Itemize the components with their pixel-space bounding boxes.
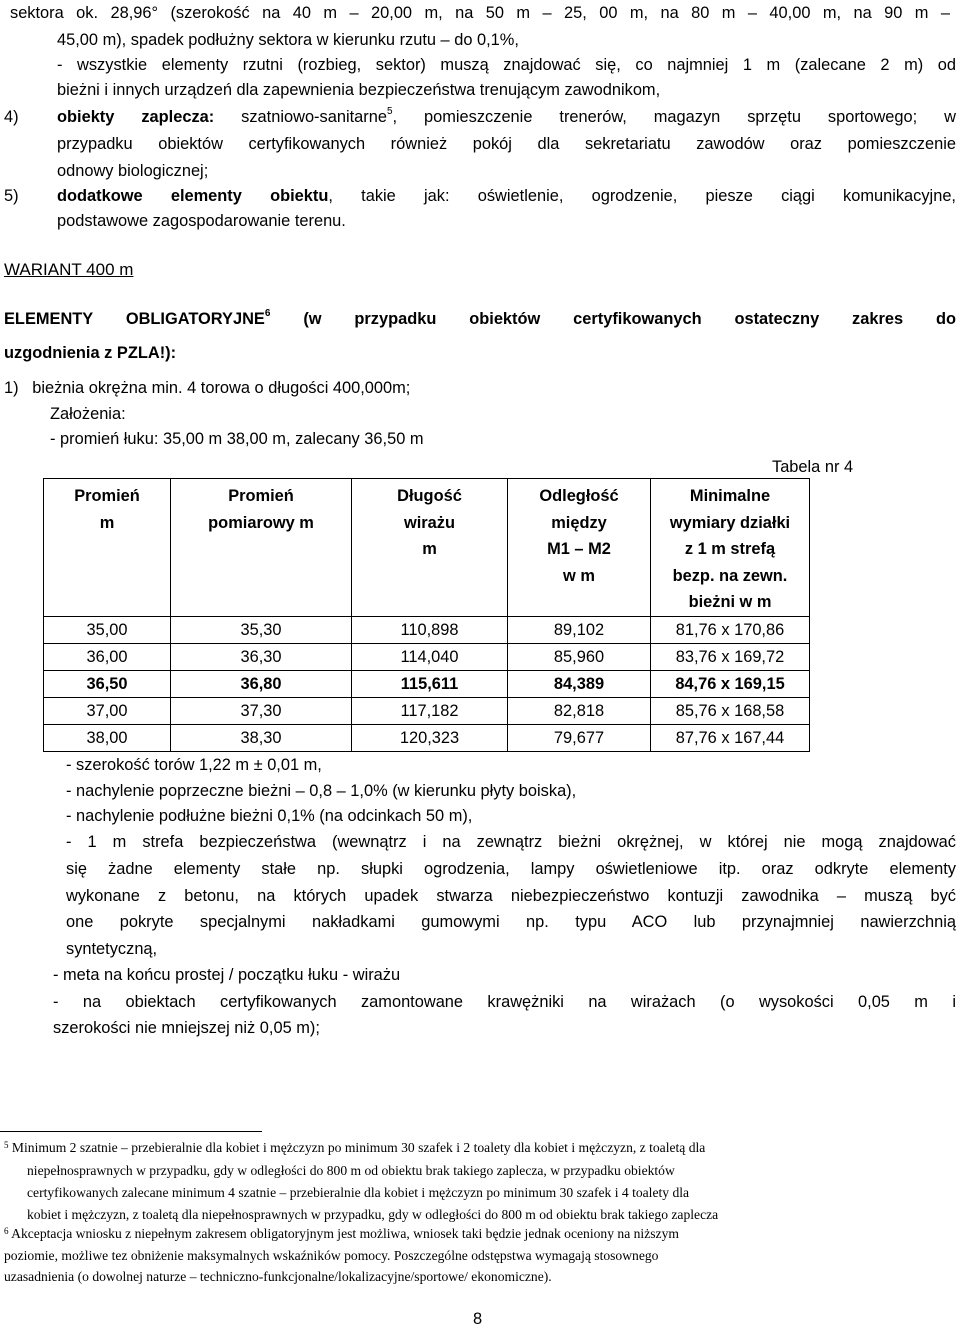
table-cell: 37,30 [171, 698, 352, 725]
table-row [44, 698, 810, 725]
spec-safety-zone-3: wykonane z betonu, na których upadek stwarza niebezpieczeństwo kontuzji zawodnika – muszą być [66, 887, 956, 905]
table-caption: Tabela nr 4 [772, 458, 854, 476]
table-cell: 83,76 x 169,72 [651, 644, 810, 671]
footnote-ref-6[interactable]: 6 [264, 308, 271, 319]
table-cell: 117,182 [352, 698, 508, 725]
table-cell: 85,76 x 168,58 [651, 698, 810, 725]
table-cell: 79,677 [508, 725, 651, 752]
item-4-number: 4) [4, 108, 19, 126]
footnote-6-number: 6 [4, 1226, 9, 1236]
variant-heading: WARIANT 400 m [4, 260, 134, 279]
col-header-radius: Promień m [44, 479, 171, 617]
table-cell: 84,389 [508, 671, 651, 698]
spec-long-slope: - nachylenie podłużne bieżni 0,1% (na odcinkach 50 m), [66, 807, 473, 825]
table-cell: 115,611 [352, 671, 508, 698]
table-cell: 35,00 [44, 617, 171, 644]
footnote-rule [0, 1131, 262, 1132]
item-5-text: , takie jak: oświetlenie, ogrodzenie, piesze ciągi komunikacyjne, [328, 187, 956, 205]
table-cell: 35,30 [171, 617, 352, 644]
spec-curbs-1: - na obiektach certyfikowanych zamontowane krawężniki na wirażach (o wysokości 0,05 m i [53, 993, 956, 1011]
spec-lane-width: - szerokość torów 1,22 m ± 0,01 m, [66, 756, 322, 774]
obligatory-note: (w przypadku obiektów certyfikowanych ostateczny zakres do [303, 310, 956, 328]
spec-safety-zone-2: się żadne elementy stałe np. słupki ogrodzenia, lampy oświetleniowe itp. oraz odkryte elementy [66, 860, 956, 878]
table-cell: 89,102 [508, 617, 651, 644]
table-cell: 38,30 [171, 725, 352, 752]
intro-line-3: - wszystkie elementy rzutni (rozbieg, sektor) muszą znajdować się, co najmniej 1 m (zalecane 2 m) od [57, 56, 956, 74]
footnote-6-line-3: uzasadnienia (o dowolnej naturze – techniczno-funkcjonalne/lokalizacyjne/sportowe/ ekonomiczne). [4, 1269, 552, 1284]
table-cell: 114,040 [352, 644, 508, 671]
footnote-6-line-2: poziomie, możliwe tez obniżenie maksymalnych wskaźników pomocy. Poszczególne odstępstwa wymagają stosownego [4, 1248, 659, 1263]
table-cell: 36,50 [44, 671, 171, 698]
item-4-line-1 [57, 107, 956, 127]
table-header-row [44, 479, 810, 617]
table-row [44, 725, 810, 752]
intro-line-4: bieżni i innych urządzeń dla zapewnienia bezpieczeństwa trenującym zawodnikom, [57, 81, 661, 99]
track-item-1: 1) bieżnia okrężna min. 4 torowa o długości 400,000m; [4, 379, 411, 397]
item-4-line-2: przypadku obiektów certyfikowanych również pokój dla sekretariatu zawodów oraz pomieszczenie [57, 135, 956, 153]
table-cell: 87,76 x 167,44 [651, 725, 810, 752]
spec-safety-zone-4: one pokryte specjalnymi nakładkami gumowymi np. typu ACO lub przynajmniej nawierzchnią [66, 913, 956, 931]
spec-finish-line: - meta na końcu prostej / początku łuku - wirażu [53, 966, 401, 984]
table-cell: 36,00 [44, 644, 171, 671]
spec-cross-slope: - nachylenie poprzeczne bieżni – 0,8 – 1,0% (w kierunku płyty boiska), [66, 782, 577, 800]
item-4-text-a: szatniowo-sanitarne [214, 108, 387, 126]
item-5-line-1 [57, 186, 956, 206]
item-4-line-3: odnowy biologicznej; [57, 162, 209, 180]
col-header-measured-radius: Promień pomiarowy m [171, 479, 352, 617]
item-4-label: obiekty zaplecza: [57, 108, 215, 126]
footnote-6-line-1: Akceptacja wniosku z niepełnym zakresem obligatoryjnym jest możliwa, wniosek taki będzie jednak oceniony na niższym [11, 1226, 679, 1241]
obligatory-title: ELEMENTY OBLIGATORYJNE [4, 310, 265, 328]
footnote-6 [4, 1226, 679, 1243]
curve-radius: - promień łuku: 35,00 m 38,00 m, zalecany 36,50 m [50, 430, 424, 448]
col-header-curve-length: Długość wirażu m [352, 479, 508, 617]
table-row-recommended [44, 671, 810, 698]
intro-line-2: 45,00 m), spadek podłużny sektora w kierunku rzutu – do 0,1%, [57, 31, 519, 49]
table-row [44, 644, 810, 671]
table-cell: 110,898 [352, 617, 508, 644]
table-cell: 36,30 [171, 644, 352, 671]
item-4-text-b: , pomieszczenie trenerów, magazyn sprzętu sportowego; w [392, 108, 956, 126]
item-5-line-2: podstawowe zagospodarowanie terenu. [57, 212, 346, 230]
footnote-5-line-2: niepełnosprawnych w przypadku, gdy w odległości do 800 m od obiektu brak takiego zaplecza, w przypadku obiektów [27, 1163, 675, 1178]
footnote-5-line-3: certyfikowanych zalecane minimum 4 szatnie – przebieralnie dla kobiet i mężczyzn po minimum 30 szafek i 4 toalety dla [27, 1185, 690, 1200]
table-cell: 81,76 x 170,86 [651, 617, 810, 644]
table-cell: 36,80 [171, 671, 352, 698]
table-cell: 82,818 [508, 698, 651, 725]
table-cell: 120,323 [352, 725, 508, 752]
footnote-5-number: 5 [4, 1140, 9, 1150]
assumptions-label: Założenia: [50, 405, 126, 423]
spec-curbs-2: szerokości nie mniejszej niż 0,05 m); [53, 1019, 320, 1037]
spec-safety-zone-1: - 1 m strefa bezpieczeństwa (wewnątrz i na zewnątrz bieżni okrężnej, w której nie mogą znajdować [66, 833, 956, 851]
footnote-5 [4, 1140, 705, 1157]
footnote-5-line-4: kobiet i mężczyzn, z toaletą dla niepełnosprawnych w przypadku, gdy w odległości do 800 m od obiektu brak takiego zaplecza [27, 1207, 719, 1222]
obligatory-line-1 [4, 309, 956, 329]
item-5-number: 5) [4, 187, 19, 205]
footnote-5-line-1: Minimum 2 szatnie – przebieralnie dla kobiet i mężczyzn po minimum 30 szafek i 2 toalety dla kobiet i mężczyzn, z toaletą dla [11, 1140, 706, 1155]
col-header-distance: Odległość między M1 – M2 w m [508, 479, 651, 617]
track-dimensions-table [43, 478, 810, 752]
spec-safety-zone-5: syntetyczną, [66, 940, 158, 958]
footnote-ref-5[interactable]: 5 [386, 106, 393, 117]
table-cell: 38,00 [44, 725, 171, 752]
item-5-label: dodatkowe elementy obiektu [57, 187, 329, 205]
intro-line-1: sektora ok. 28,96° (szerokość na 40 m – 20,00 m, na 50 m – 25, 00 m, na 80 m – 40,00 m, na 90 m – [10, 4, 950, 22]
table-row [44, 617, 810, 644]
obligatory-line-2: uzgodnienia z PZLA!): [4, 344, 177, 362]
col-header-min-plot: Minimalne wymiary działki z 1 m strefą bezp. na zewn. bieżni w m [651, 479, 810, 617]
table-cell: 37,00 [44, 698, 171, 725]
table-cell: 84,76 x 169,15 [651, 671, 810, 698]
page-number: 8 [473, 1310, 483, 1328]
table-cell: 85,960 [508, 644, 651, 671]
